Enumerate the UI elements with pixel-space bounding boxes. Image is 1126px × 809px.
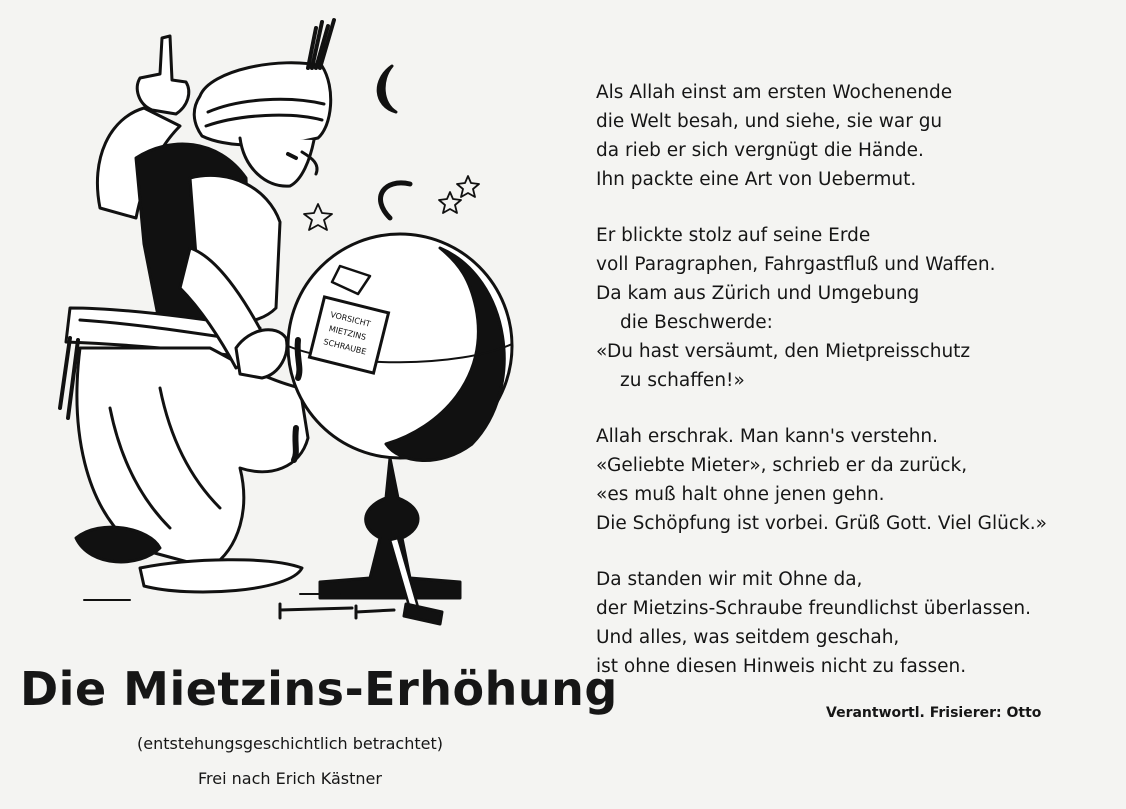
poem-line: Und alles, was seitdem geschah, bbox=[596, 627, 900, 648]
poem-line: die Welt besah, und siehe, sie war gu bbox=[596, 111, 943, 132]
poem-line: Er blickte stolz auf seine Erde bbox=[596, 225, 871, 246]
ink-drip-1 bbox=[298, 340, 300, 378]
page-title: Die Mietzins-Erhöhung bbox=[20, 662, 618, 716]
poem-line: zu schaffen!» bbox=[620, 370, 745, 391]
stanza-1 bbox=[596, 78, 1116, 194]
turban bbox=[194, 63, 330, 146]
star-3 bbox=[457, 176, 479, 197]
poem-line: «Du hast versäumt, den Mietpreisschutz bbox=[596, 341, 971, 362]
stanza-2 bbox=[596, 221, 1116, 395]
nail-1 bbox=[280, 604, 352, 618]
poem-line: Da kam aus Zürich und Umgebung bbox=[596, 283, 920, 304]
turban-tassel bbox=[308, 20, 334, 68]
star-2 bbox=[439, 192, 461, 213]
cartoon-illustration bbox=[40, 8, 540, 636]
poem bbox=[596, 78, 1116, 708]
stanza-4 bbox=[596, 565, 1116, 681]
poem-line: «Geliebte Mieter», schrieb er da zurück, bbox=[596, 455, 968, 476]
poem-line: Allah erschrak. Man kann's verstehn. bbox=[596, 426, 939, 447]
globe-stand-arc bbox=[381, 183, 410, 218]
ink-drip-2 bbox=[294, 428, 296, 460]
subtitle: (entstehungsgeschichtlich betrachtet) bbox=[137, 734, 443, 753]
sign-line-3: SCHRAUBE bbox=[322, 337, 368, 357]
globe-stand bbox=[320, 458, 460, 598]
poem-line: voll Paragraphen, Fahrgastfluß und Waffen. bbox=[596, 254, 996, 275]
star-1 bbox=[304, 204, 332, 230]
poem-line: Als Allah einst am ersten Wochenende bbox=[596, 82, 953, 103]
stanza-3 bbox=[596, 422, 1116, 538]
poem-line: Da standen wir mit Ohne da, bbox=[596, 569, 863, 590]
face bbox=[240, 138, 314, 186]
credit-line: Verantwortl. Frisierer: Otto bbox=[826, 705, 1042, 721]
poem-line: der Mietzins-Schraube freundlichst überlassen. bbox=[596, 598, 1031, 619]
poem-line: da rieb er sich vergnügt die Hände. bbox=[596, 140, 924, 161]
sign-line-2: MIETZINS bbox=[327, 324, 368, 343]
author-line: Frei nach Erich Kästner bbox=[198, 769, 382, 788]
poem-line: Die Schöpfung ist vorbei. Grüß Gott. Viel Glück.» bbox=[596, 513, 1047, 534]
cartoon-svg bbox=[40, 8, 540, 636]
crescent-moon bbox=[378, 66, 396, 112]
poem-line: Ihn packte eine Art von Uebermut. bbox=[596, 169, 917, 190]
poem-line: die Beschwerde: bbox=[620, 312, 773, 333]
raised-hand bbox=[137, 36, 188, 114]
poem-line: ist ohne diesen Hinweis nicht zu fassen. bbox=[596, 656, 967, 677]
ground-line bbox=[84, 594, 340, 600]
nail-2 bbox=[356, 606, 394, 618]
poem-line: «es muß halt ohne jenen gehn. bbox=[596, 484, 885, 505]
shoe-right bbox=[140, 560, 302, 592]
sign-line-1: VORSICHT bbox=[329, 310, 372, 329]
